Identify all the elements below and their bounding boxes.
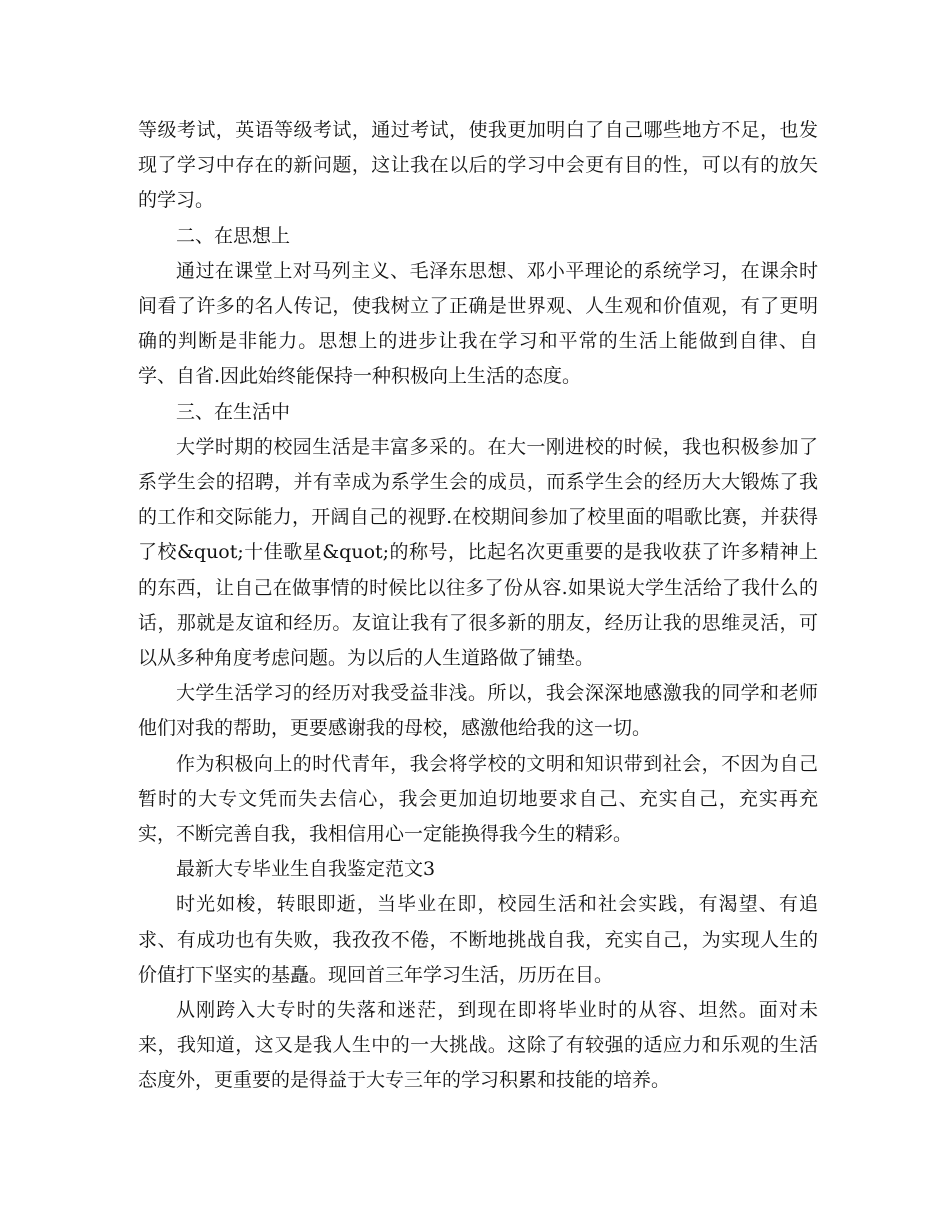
paragraph-growth: 从刚跨入大专时的失落和迷茫，到现在即将毕业时的从容、坦然。面对未来，我知道，这又是我人生中的一大挑战。这除了有较强的适应力和乐观的生活态度外，更重要的是得益于大专三年的学习积累和技能的培养。 bbox=[138, 999, 818, 1092]
paragraph-time-flies: 时光如梭，转眼即逝，当毕业在即，校园生活和社会实践，有渴望、有追求、有成功也有失败，我孜孜不倦，不断地挑战自我，充实自己，为实现人生的价值打下坚实的基矗。现回首三年学习生活，历历在目。 bbox=[138, 893, 818, 986]
document-body bbox=[138, 113, 818, 1099]
paragraph-continued: 等级考试，英语等级考试，通过考试，使我更加明白了自己哪些地方不足，也发现了学习中存在的新问题，这让我在以后的学习中会更有目的性，可以有的放矢的学习。 bbox=[138, 119, 818, 212]
paragraph-thought: 通过在课堂上对马列主义、毛泽东思想、邓小平理论的系统学习，在课余时间看了许多的名人传记，使我树立了正确是世界观、人生观和价值观，有了更明确的判断是非能力。思想上的进步让我在学习和平常的生活上能做到自律、自学、自省.因此始终能保持一种积极向上生活的态度。 bbox=[138, 259, 818, 388]
section-heading-life: 三、在生活中 bbox=[176, 400, 291, 423]
paragraph-gratitude: 大学生活学习的经历对我受益非浅。所以，我会深深地感激我的同学和老师他们对我的帮助，更要感谢我的母校，感激他给我的这一切。 bbox=[138, 682, 818, 740]
section-heading-thought: 二、在思想上 bbox=[176, 224, 291, 247]
essay-title-3: 最新大专毕业生自我鉴定范文3 bbox=[176, 858, 436, 881]
paragraph-campus-life: 大学时期的校园生活是丰富多采的。在大一刚进校的时候，我也积极参加了系学生会的招聘，并有幸成为系学生会的成员，而系学生会的经历大大锻炼了我的工作和交际能力，开阔自己的视野.在校期间参加了校里面的唱歌比赛，并获得了校&quot;十佳歌星&quot;的称号，比起名次更重要的是我收获了许多精神上的东西，让自己在做事情的时候比以往多了份从容.如果说大学生活给了我什么的话，那就是友谊和经历。友谊让我有了很多新的朋友，经历让我的思维灵活，可以从多种角度考虑问题。为以后的人生道路做了铺垫。 bbox=[138, 435, 818, 670]
paragraph-future: 作为积极向上的时代青年，我会将学校的文明和知识带到社会，不因为自己暂时的大专文凭而失去信心，我会更加迫切地要求自己、充实自己，充实再充实，不断完善自我，我相信用心一定能换得我今生的精彩。 bbox=[138, 752, 818, 846]
